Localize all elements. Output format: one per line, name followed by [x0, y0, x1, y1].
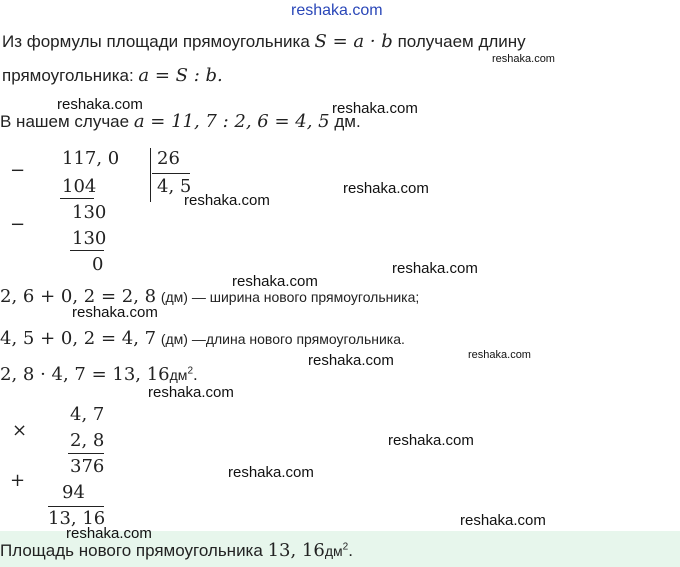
watermark: reshaka.com: [492, 53, 555, 65]
mult-rule-1: [68, 453, 104, 454]
intro-text-2: получаем длину: [397, 32, 526, 51]
mult-factor-1: 4, 7: [70, 404, 105, 425]
division-divisor: 26: [157, 148, 180, 169]
width-text: (дм) — ширина нового прямоугольника;: [160, 289, 420, 305]
answer-value: 13, 16: [267, 540, 325, 561]
division-remainder-1: 130: [72, 202, 107, 223]
division-bracket-horizontal: [152, 173, 190, 174]
division-minus-1: −: [10, 160, 26, 181]
division-dividend: 117, 0: [62, 148, 120, 169]
watermark: reshaka.com: [66, 525, 152, 542]
watermark: reshaka.com: [57, 96, 143, 113]
watermark: reshaka.com: [468, 349, 531, 361]
mult-partial-2: 94: [62, 482, 85, 503]
mult-factor-2: 2, 8: [70, 430, 105, 451]
watermark: reshaka.com: [388, 432, 474, 449]
watermark: reshaka.com: [184, 192, 270, 209]
answer-exp: 2: [342, 541, 349, 553]
division-bracket-vertical: [150, 148, 151, 202]
area-formula-calc: 2, 8 · 4, 7 = 13, 16: [0, 364, 170, 385]
case-text: В нашем случае: [0, 112, 130, 131]
intro-text-3: прямоугольника:: [2, 66, 134, 85]
length-formula-calc: 4, 5 + 0, 2 = 4, 7: [0, 328, 157, 349]
watermark: reshaka.com: [228, 464, 314, 481]
division-rule-2: [70, 250, 104, 251]
answer-unit: дм: [324, 543, 343, 559]
length-text: (дм) —длина нового прямоугольника.: [160, 331, 405, 347]
watermark: reshaka.com: [392, 260, 478, 277]
answer-line: [0, 540, 353, 561]
watermark: reshaka.com: [308, 352, 394, 369]
watermark: reshaka.com: [148, 384, 234, 401]
division-subtract-2: 130: [72, 228, 107, 249]
length-formula: a = S : b.: [138, 65, 223, 86]
intro-line-2: [2, 65, 223, 86]
intro-text-1: Из формулы площади прямоугольника: [2, 32, 310, 51]
length-line: [0, 328, 405, 349]
answer-text: Площадь нового прямоугольника: [0, 541, 263, 560]
division-rule-1: [60, 198, 94, 199]
case-unit: дм.: [334, 112, 361, 131]
division-quotient: 4, 5: [157, 176, 192, 197]
watermark: reshaka.com: [232, 273, 318, 290]
case-formula: a = 11, 7 : 2, 6 = 4, 5: [133, 111, 330, 132]
width-formula: 2, 6 + 0, 2 = 2, 8: [0, 286, 157, 307]
area-dot: .: [193, 365, 198, 384]
division-subtract-1: 104: [62, 176, 97, 197]
watermark: reshaka.com: [343, 180, 429, 197]
area-formula: S = a · b: [314, 31, 393, 52]
watermark: reshaka.com: [332, 100, 418, 117]
division-remainder-2: 0: [92, 254, 104, 275]
mult-times-sign: ×: [12, 420, 28, 441]
width-line: [0, 286, 419, 307]
watermark: reshaka.com: [72, 304, 158, 321]
division-minus-2: −: [10, 214, 26, 235]
mult-rule-2: [48, 506, 104, 507]
mult-partial-1: 376: [70, 456, 105, 477]
answer-dot: .: [348, 541, 353, 560]
mult-result: 13, 16: [48, 508, 106, 529]
case-line: [0, 111, 361, 132]
watermark-top: reshaka.com: [291, 2, 383, 19]
area-exp: 2: [187, 365, 193, 377]
intro-line-1: [2, 31, 526, 52]
area-line: [0, 364, 198, 385]
area-unit: дм: [169, 367, 188, 383]
watermark: reshaka.com: [460, 512, 546, 529]
mult-plus-sign: +: [10, 470, 26, 491]
